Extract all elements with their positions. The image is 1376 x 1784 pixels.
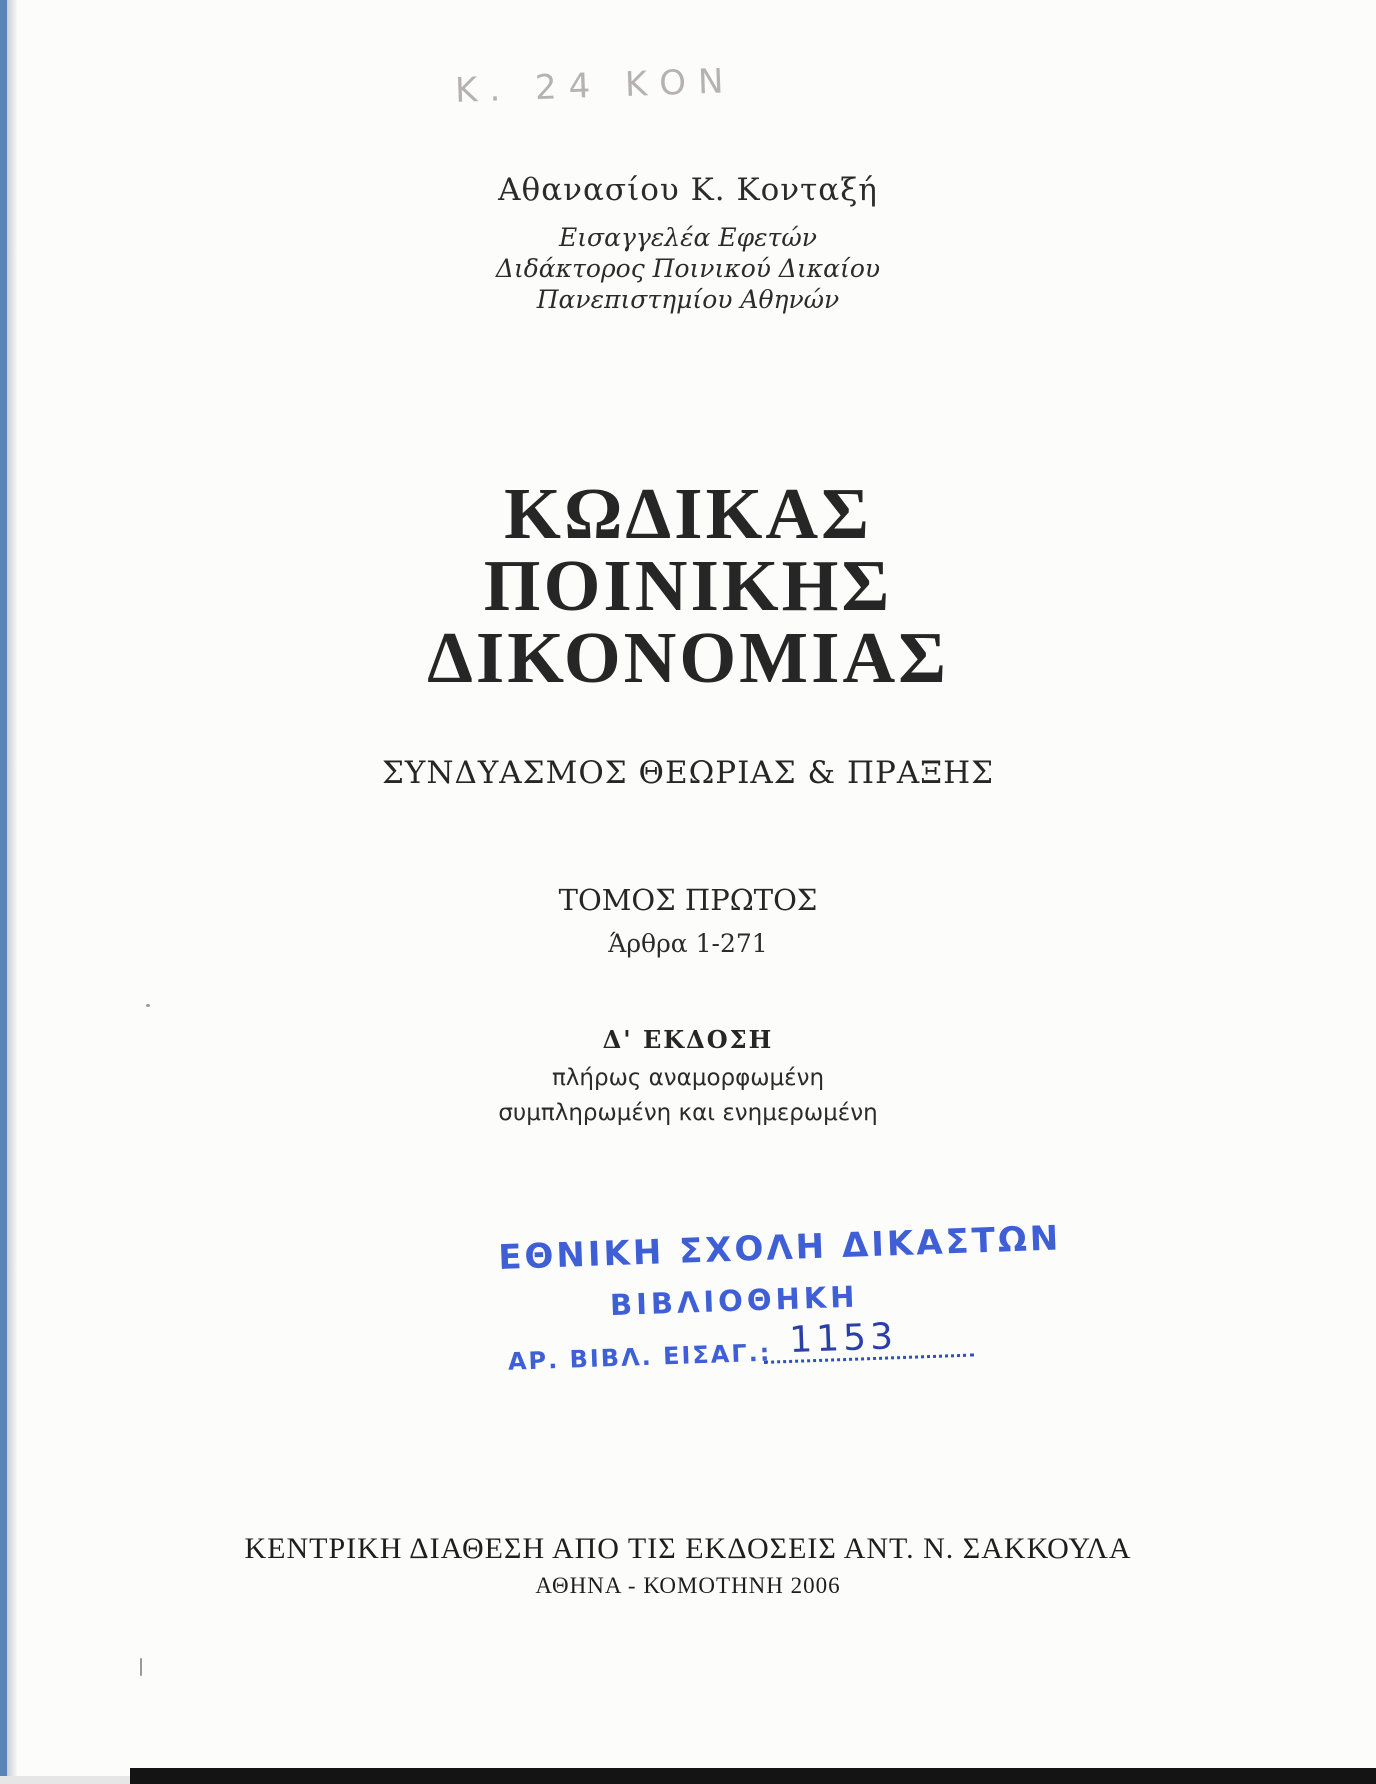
pencil-shelf-note: Κ. 24 ΚΟΝ: [454, 61, 737, 111]
title-line: ΚΩΔΙΚΑΣ: [504, 473, 872, 554]
credential-line: Εισαγγελέα Εφετών: [559, 223, 817, 252]
edition-description-line: συμπληρωμένη και ενημερωμένη: [498, 1100, 878, 1126]
edition-description-line: πλήρως αναμορφωμένη: [551, 1065, 825, 1091]
paper-speck: [146, 1004, 150, 1007]
edition-label: Δ' ΕΚΔΟΣΗ: [602, 1025, 774, 1054]
volume-label: ΤΟΜΟΣ ΠΡΩΤΟΣ: [558, 883, 818, 917]
stamp-accession-number: 1153: [788, 1316, 898, 1361]
publisher-line: ΚΕΝΤΡΙΚΗ ΔΙΑΘΕΣΗ ΑΠΟ ΤΙΣ ΕΚΔΟΣΕΙΣ ΑΝΤ. Ν. ΣΑΚΚΟΥΛΑ: [244, 1532, 1132, 1565]
title-line: ΠΟΙΝΙΚΗΣ: [483, 545, 893, 626]
edition-description: [0, 1061, 1376, 1131]
library-stamp: [467, 1213, 1062, 1391]
stamp-library: ΒΙΒΛΙΟΘΗΚΗ: [609, 1279, 860, 1323]
articles-range: Άρθρα 1-271: [608, 929, 768, 958]
title-line: ΔΙΚΟΝΟΜΙΑΣ: [427, 617, 949, 698]
book-title: [0, 473, 1376, 698]
book-subtitle: ΣΥΝΔΥΑΣΜΟΣ ΘΕΩΡΙΑΣ & ΠΡΑΞΗΣ: [381, 755, 995, 791]
paper-speck: [140, 1658, 142, 1676]
credential-line: Διδάκτορος Ποινικού Δικαίου: [495, 254, 881, 283]
author-name: Αθανασίου Κ. Κονταξή: [498, 172, 878, 208]
credential-line: Πανεπιστημίου Αθηνών: [536, 285, 840, 314]
stamp-accession-label: ΑΡ. ΒΙΒΛ. ΕΙΣΑΓ.:: [507, 1338, 772, 1376]
stamp-institution: ΕΘΝΙΚΗ ΣΧΟΛΗ ΔΙΚΑΣΤΩΝ: [497, 1218, 1062, 1279]
place-year-line: ΑΘΗΝΑ - ΚΟΜΟΤΗΝΗ 2006: [535, 1573, 841, 1598]
scan-bottom-shadow: [130, 1768, 1376, 1784]
author-credentials: [0, 222, 1376, 315]
scan-bottom-edge: [0, 1776, 130, 1784]
